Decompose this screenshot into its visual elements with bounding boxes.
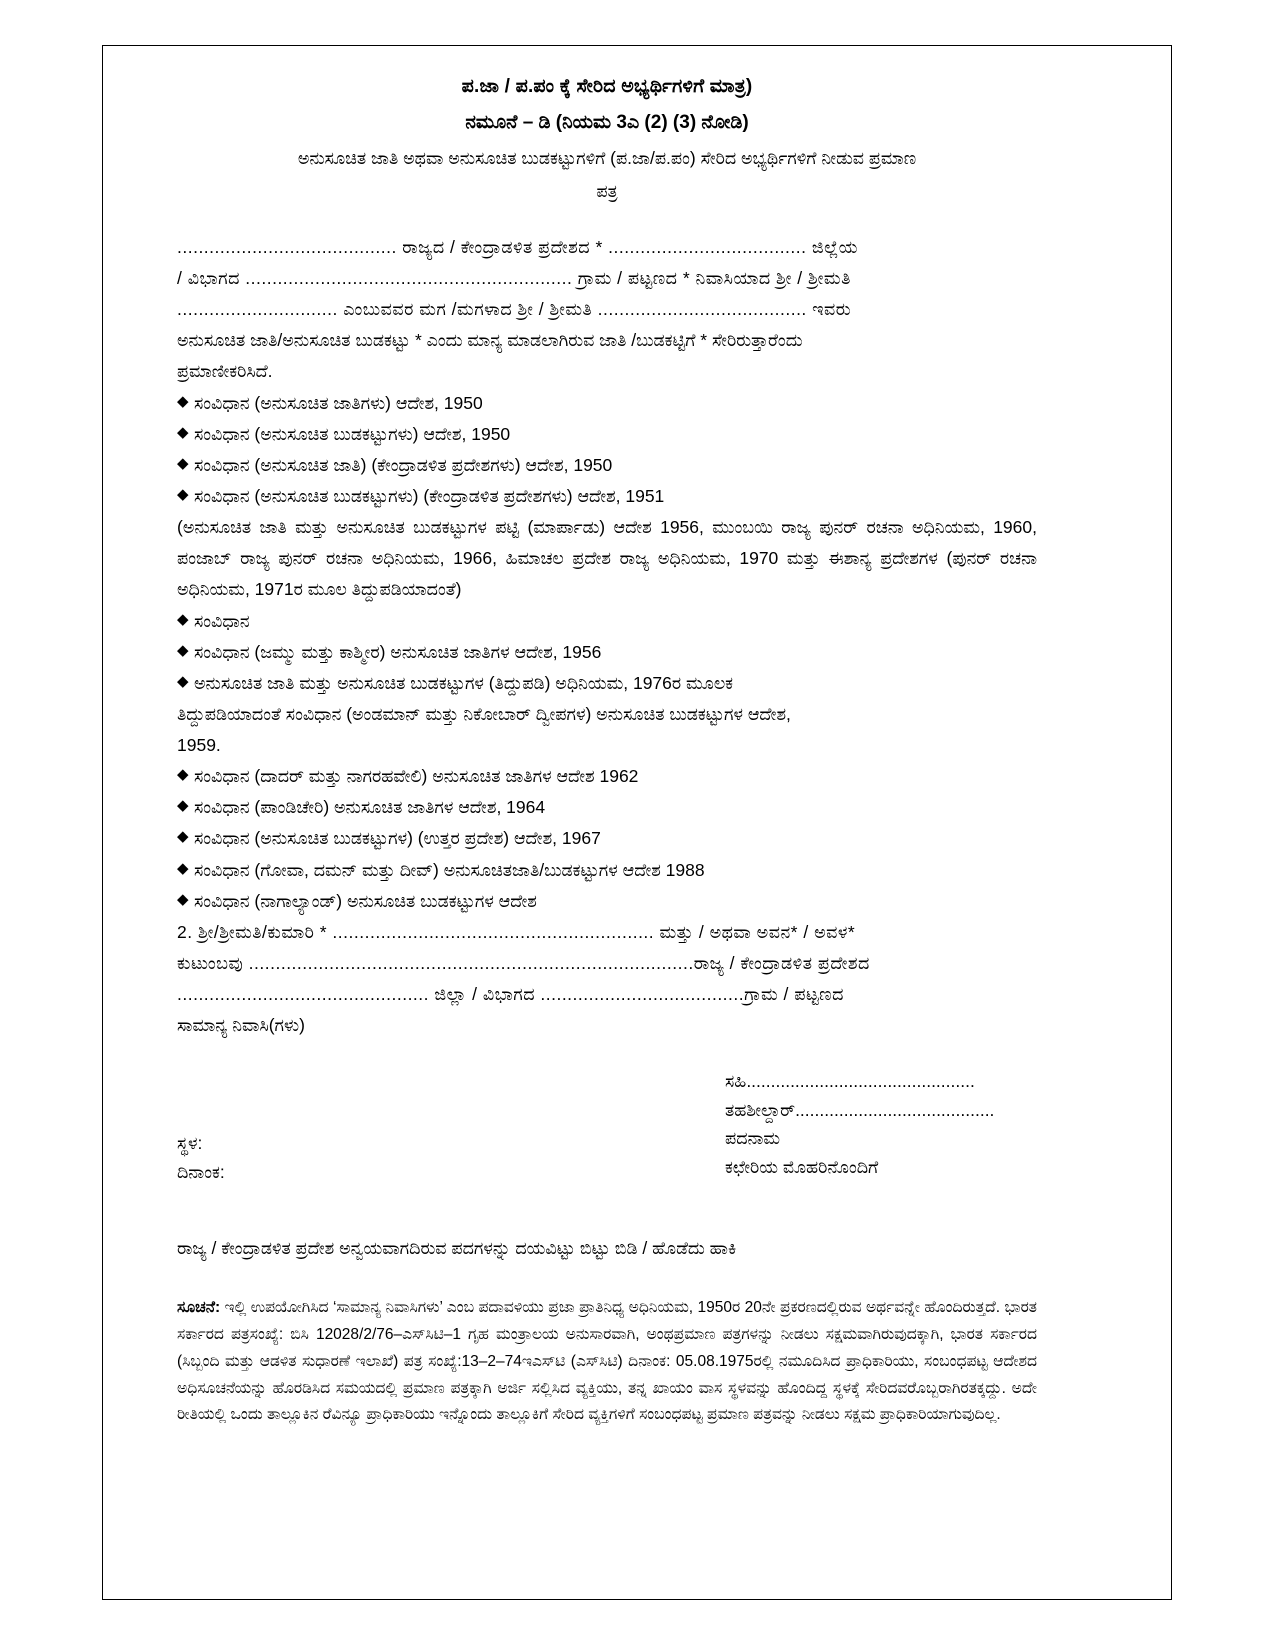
orders-list-group-2 xyxy=(177,606,1037,699)
diamond-bullet-icon: ◆ xyxy=(177,766,189,784)
order-item-text: ಸಂವಿಧಾನ (ಅನುಸೂಚಿತ ಬುಡಕಟ್ಟುಗಳು) ಆದೇಶ, 1950 xyxy=(194,423,511,444)
opening-line-state-district: ......................................... ರಾಜ್ಯದ / ಕೇಂದ್ರಾಡಳಿತ ಪ್ರದೇಶದ * ..................................... ಜಿಲ್ಲೆಯ xyxy=(177,236,858,257)
order-item xyxy=(177,388,1037,419)
clause-2-block xyxy=(177,917,1037,1042)
diamond-bullet-icon: ◆ xyxy=(177,672,189,690)
footnote-block xyxy=(177,1295,1037,1430)
order-item-text: ಸಂವಿಧಾನ (ನಾಗಾಲ್ಯಾಂಡ್) ಅನುಸೂಚಿತ ಬುಡಕಟ್ಟುಗಳ ಆದೇಶ xyxy=(194,890,537,911)
order-item-text: ಅನುಸೂಚಿತ ಜಾತಿ ಮತ್ತು ಅನುಸೂಚಿತ ಬುಡಕಟ್ಟುಗಳ (ತಿದ್ದುಪಡಿ) ಅಧಿನಿಯಮ, 1976ರ ಮೂಲಕ xyxy=(194,672,734,693)
orders-list-group-3 xyxy=(177,761,1037,917)
diamond-bullet-icon: ◆ xyxy=(177,454,189,472)
order-item xyxy=(177,761,1037,792)
header-category-line: ಪ.ಜಾ / ಪ.ಪಂ ಕ್ಕೆ ಸೇರಿದ ಅಭ್ಯರ್ಥಿಗಳಿಗೆ ಮಾತ್ರ) xyxy=(461,76,753,97)
diamond-bullet-icon: ◆ xyxy=(177,423,189,441)
order-item-text: ಸಂವಿಧಾನ (ದಾದರ್ ಮತ್ತು ನಾಗರಹವೇಲಿ) ಅನುಸೂಚಿತ ಜಾತಿಗಳ ಆದೇಶ 1962 xyxy=(194,766,639,787)
order-item-text: ಸಂವಿಧಾನ (ಅನುಸೂಚಿತ ಬುಡಕಟ್ಟುಗಳ) (ಉತ್ತರ ಪ್ರದೇಶ) ಆದೇಶ, 1967 xyxy=(194,828,601,849)
order-item xyxy=(177,886,1037,917)
header-description-line-1: ಅನುಸೂಚಿತ ಜಾತಿ ಅಥವಾ ಅನುಸೂಚಿತ ಬುಡಕಟ್ಟುಗಳಿಗೆ (ಪ.ಜಾ/ಪ.ಪಂ) ಸೇರಿದ ಅಭ್ಯರ್ಥಿಗಳಿಗೆ ನೀಡುವ ಪ್ರಮಾಣ xyxy=(297,147,917,168)
certificate-opening-block xyxy=(177,232,1037,388)
clause-2-line-ordinary-resident: ಸಾಮಾನ್ಯ ನಿವಾಸಿ(ಗಳು) xyxy=(177,1015,305,1036)
order-item-text: ಸಂವಿಧಾನ (ಅನುಸೂಚಿತ ಜಾತಿಗಳು) ಆದೇಶ, 1950 xyxy=(194,392,483,413)
order-item xyxy=(177,823,1037,854)
diamond-bullet-icon: ◆ xyxy=(177,392,189,410)
order-item xyxy=(177,481,1037,512)
document-header xyxy=(177,72,1037,206)
tahsildar-line: ತಹಶೀಲ್ದಾರ್......................................... xyxy=(725,1099,995,1120)
signature-line: ಸಹಿ............................................... xyxy=(725,1071,975,1092)
clause-2-line-name: 2. ಶ್ರೀ/ಶ್ರೀಮತಿ/ಕುಮಾರಿ * ............................................................ ಮತ್ತು / ಅಥವಾ ಅವನ* / ಅವಳ* xyxy=(177,921,856,942)
opening-line-certified: ಪ್ರಮಾಣೀಕರಿಸಿದೆ. xyxy=(177,361,273,382)
order-item-text: ಸಂವಿಧಾನ (ಪಾಂಡಿಚೇರಿ) ಅನುಸೂಚಿತ ಜಾತಿಗಳ ಆದೇಶ, 1964 xyxy=(194,797,546,818)
strike-out-instruction: ರಾಜ್ಯ / ಕೇಂದ್ರಾಡಳಿತ ಪ್ರದೇಶ ಅನ್ವಯವಾಗದಿರುವ ಪದಗಳನ್ನು ದಯವಿಟ್ಟು ಬಿಟ್ಟು ಬಿಡಿ / ಹೊಡೆದು ಹಾಕಿ xyxy=(177,1238,737,1259)
order-item xyxy=(177,606,1037,637)
header-description-line-2: ಪತ್ರ xyxy=(596,181,618,202)
order-item xyxy=(177,637,1037,668)
order-item-text: ಸಂವಿಧಾನ (ಅನುಸೂಚಿತ ಜಾತಿ) (ಕೇಂದ್ರಾಡಳಿತ ಪ್ರದೇಶಗಳು) ಆದೇಶ, 1950 xyxy=(194,454,613,475)
clause-2-line-family-state: ಕುಟುಂಬವು ...................................................................................ರಾಜ್ಯ / ಕೇಂದ್ರಾಡಳಿತ ಪ್ರದೇಶದ xyxy=(177,953,870,974)
place-label: ಸ್ಥಳ: xyxy=(177,1133,203,1154)
diamond-bullet-icon: ◆ xyxy=(177,610,189,628)
diamond-bullet-icon: ◆ xyxy=(177,828,189,846)
order-continuation-line-1: ತಿದ್ದುಪಡಿಯಾದಂತೆ ಸಂವಿಧಾನ (ಅಂಡಮಾನ್ ಮತ್ತು ನಿಕೋಬಾರ್ ದ್ವೀಪಗಳ) ಅನುಸೂಚಿತ ಬುಡಕಟ್ಟುಗಳ ಆದೇಶ, xyxy=(177,703,791,724)
diamond-bullet-icon: ◆ xyxy=(177,890,189,908)
diamond-bullet-icon: ◆ xyxy=(177,859,189,877)
date-label: ದಿನಾಂಕ: xyxy=(177,1161,225,1182)
designation-label: ಪದನಾಮ xyxy=(725,1128,781,1149)
document-content xyxy=(177,72,1037,1429)
order-item-text: ಸಂವಿಧಾನ xyxy=(194,610,250,631)
order-item-text: ಸಂವಿಧಾನ (ಗೋವಾ, ದಮನ್ ಮತ್ತು ದೀವ್) ಅನುಸೂಚಿತಜಾತಿ/ಬುಡಕಟ್ಟುಗಳ ಆದೇಶ 1988 xyxy=(194,859,705,880)
signature-right-column xyxy=(725,1067,994,1180)
signature-block xyxy=(177,1067,1037,1199)
order-item xyxy=(177,792,1037,823)
signature-left-column xyxy=(177,1129,225,1186)
opening-line-parent-name: .............................. ಎಂಬುವವರ ಮಗ /ಮಗಳಾದ ಶ್ರೀ / ಶ್ರೀಮತಿ ....................................... ಇವರು xyxy=(177,299,852,320)
opening-line-division-village: / ವಿಭಾಗದ ............................................................. ಗ್ರಾಮ / ಪಟ್ಟಣದ * ನಿವಾಸಿಯಾದ ಶ್ರೀ / ಶ್ರೀಮತಿ xyxy=(177,267,851,288)
diamond-bullet-icon: ◆ xyxy=(177,641,189,659)
diamond-bullet-icon: ◆ xyxy=(177,485,189,503)
office-seal-label: ಕಛೇರಿಯ ಮೊಹರಿನೊಂದಿಗೆ xyxy=(725,1156,879,1177)
order-item xyxy=(177,419,1037,450)
document-page-border xyxy=(102,45,1172,1600)
order-item xyxy=(177,855,1037,886)
order-item-text: ಸಂವಿಧಾನ (ಜಮ್ಮು ಮತ್ತು ಕಾಶ್ಮೀರ) ಅನುಸೂಚಿತ ಜಾತಿಗಳ ಆದೇಶ, 1956 xyxy=(194,641,602,662)
orders-list-group-1 xyxy=(177,388,1037,513)
order-item xyxy=(177,668,1037,699)
order-item-text: ಸಂವಿಧಾನ (ಅನುಸೂಚಿತ ಬುಡಕಟ್ಟುಗಳು) (ಕೇಂದ್ರಾಡಳಿತ ಪ್ರದೇಶಗಳು) ಆದೇಶ, 1951 xyxy=(194,485,665,506)
footnote-label: ಸೂಚನೆ: xyxy=(177,1298,221,1316)
clause-2-line-district-village: ............................................... ಜಿಲ್ಲಾ / ವಿಭಾಗದ ......................................ಗ್ರಾಮ / ಪಟ್ಟಣದ xyxy=(177,984,844,1005)
opening-line-caste-declaration: ಅನುಸೂಚಿತ ಜಾತಿ/ಅನುಸೂಚಿತ ಬುಡಕಟ್ಟು * ಎಂದು ಮಾನ್ಯ ಮಾಡಲಾಗಿರುವ ಜಾತಿ /ಬುಡಕಟ್ಟಿಗೆ * ಸೇರಿರುತ್ತಾರೆಂದು xyxy=(177,330,803,351)
header-form-name: ನಮೂನೆ – ಡಿ (ನಿಯಮ 3ಎ (2) (3) ನೋಡಿ) xyxy=(465,111,749,133)
diamond-bullet-icon: ◆ xyxy=(177,797,189,815)
amendment-paragraph: (ಅನುಸೂಚಿತ ಜಾತಿ ಮತ್ತು ಅನುಸೂಚಿತ ಬುಡಕಟ್ಟುಗಳ ಪಟ್ಟಿ (ಮಾರ್ಪಾಡು) ಆದೇಶ 1956, ಮುಂಬಯಿ ರಾಜ್ಯ ಪುನರ್ ರಚನಾ ಅಧಿನಿಯಮ, 1960, ಪಂಜಾಬ್ ರಾಜ್ಯ ಪುನರ್ ರಚನಾ ಅಧಿನಿಯಮ, 1966, ಹಿಮಾಚಲ ಪ್ರದೇಶ ರಾಜ್ಯ ಅಧಿನಿಯಮ, 1970 ಮತ್ತು ಈಶಾನ್ಯ ಪ್ರದೇಶಗಳ (ಪುನರ್ ರಚನಾ ಅಧಿನಿಯಮ, 1971ರ ಮೂಲ ತಿದ್ದುಪಡಿಯಾದಂತೆ) xyxy=(177,517,1037,600)
order-continuation-line-2: 1959. xyxy=(177,735,221,756)
footnote-text: ಇಲ್ಲಿ ಉಪಯೋಗಿಸಿದ ‘ಸಾಮಾನ್ಯ ನಿವಾಸಿಗಳು’ ಎಂಬ ಪದಾವಳಿಯು ಪ್ರಜಾ ಪ್ರಾತಿನಿಧ್ಯ ಅಧಿನಿಯಮ, 1950ರ 20ನೇ ಪ್ರಕರಣದಲ್ಲಿರುವ ಅರ್ಥವನ್ನೇ ಹೊಂದಿರುತ್ತದೆ. ಭಾರತ ಸರ್ಕಾರದ ಪತ್ರಸಂಖ್ಯೆ: ಬಿಸಿ 12028/2/76–ಎಸ್‌ಸಿಟಿ–1 ಗೃಹ ಮಂತ್ರಾಲಯ ಅನುಸಾರವಾಗಿ, ಅಂಥಪ್ರಮಾಣ ಪತ್ರಗಳನ್ನು ನೀಡಲು ಸಕ್ಷಮವಾಗಿರುವುದಕ್ಕಾಗಿ, ಭಾರತ ಸರ್ಕಾರದ (ಸಿಬ್ಬಂದಿ ಮತ್ತು ಆಡಳಿತ ಸುಧಾರಣೆ ಇಲಾಖೆ) ಪತ್ರ ಸಂಖ್ಯೆ:13–2–74ಇಎಸ್‌ಟಿ (ಎಸ್‌ಸಿಟಿ) ದಿನಾಂಕ: 05.08.1975ರಲ್ಲಿ ನಮೂದಿಸಿದ ಪ್ರಾಧಿಕಾರಿಯು, ಸಂಬಂಧಪಟ್ಟ ಆದೇಶದ ಅಧಿಸೂಚನೆಯನ್ನು ಹೊರಡಿಸಿದ ಸಮಯದಲ್ಲಿ ಪ್ರಮಾಣ ಪತ್ರಕ್ಕಾಗಿ ಅರ್ಜಿ ಸಲ್ಲಿಸಿದ ವ್ಯಕ್ತಿಯು, ತನ್ನ ಖಾಯಂ ವಾಸ ಸ್ಥಳವನ್ನು ಹೊಂದಿದ್ದ ಸ್ಥಳಕ್ಕೆ ಸೇರಿದವರೊಬ್ಬರಾಗಿರತಕ್ಕದ್ದು. ಅದೇ ರೀತಿಯಲ್ಲಿ ಒಂದು ತಾಲ್ಲೂಕಿನ ರೆವಿನ್ಯೂ ಪ್ರಾಧಿಕಾರಿಯು ಇನ್ನೊಂದು ತಾಲ್ಲೂಕಿಗೆ ಸೇರಿದ ವ್ಯಕ್ತಿಗಳಿಗೆ ಸಂಬಂಧಪಟ್ಟ ಪ್ರಮಾಣ ಪತ್ರವನ್ನು ನೀಡಲು ಸಕ್ಷಮ ಪ್ರಾಧಿಕಾರಿಯಾಗುವುದಿಲ್ಲ. xyxy=(177,1298,1037,1424)
order-item xyxy=(177,450,1037,481)
